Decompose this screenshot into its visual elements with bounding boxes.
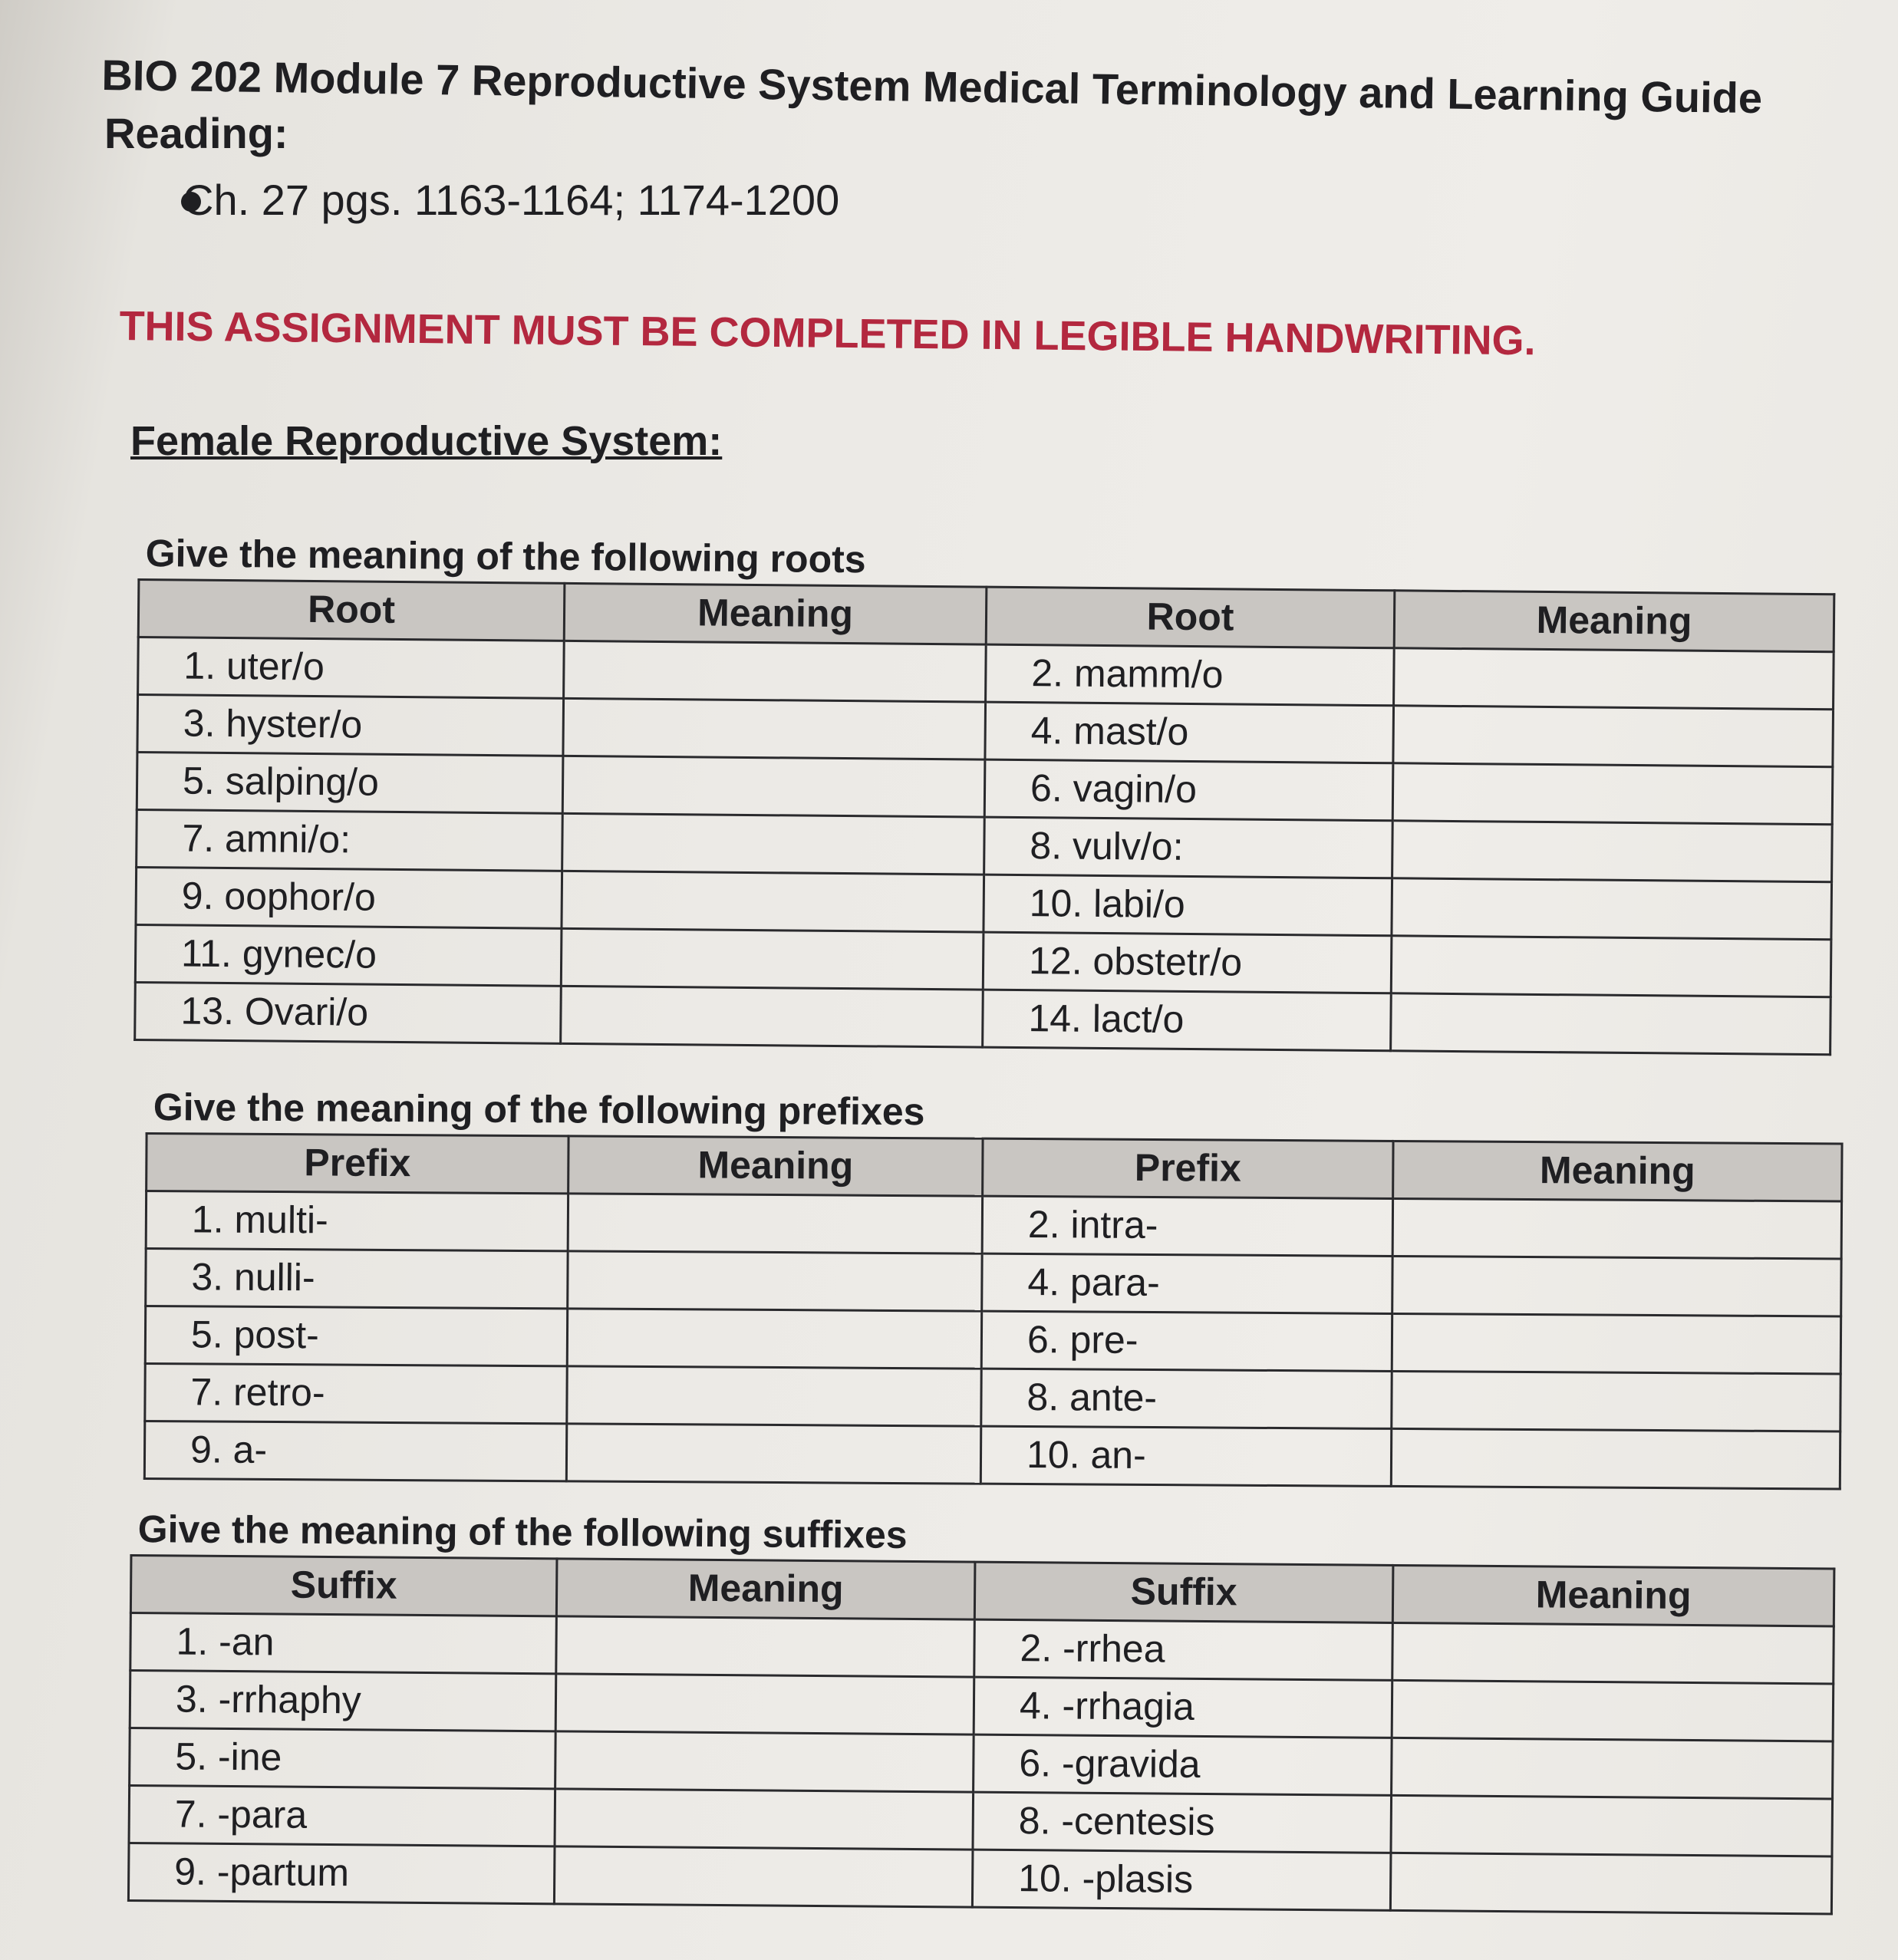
meaning-cell[interactable] bbox=[561, 986, 984, 1047]
meaning-cell[interactable] bbox=[1394, 648, 1834, 710]
prefixes-table bbox=[143, 1132, 1844, 1491]
section-heading: Female Reproductive System: bbox=[130, 418, 723, 464]
meaning-cell[interactable] bbox=[567, 1366, 981, 1426]
term-cell: 8. vulv/o: bbox=[984, 817, 1393, 878]
column-header: Meaning bbox=[1393, 1141, 1842, 1201]
term-cell: 11. gynec/o bbox=[135, 924, 562, 986]
column-header: Prefix bbox=[147, 1134, 568, 1194]
term-cell: 4. para- bbox=[982, 1253, 1392, 1313]
meaning-cell[interactable] bbox=[562, 813, 985, 875]
meaning-cell[interactable] bbox=[1392, 1371, 1840, 1431]
meaning-cell[interactable] bbox=[1393, 706, 1834, 767]
meaning-cell[interactable] bbox=[555, 1731, 974, 1792]
term-cell: 3. -rrhaphy bbox=[130, 1671, 556, 1731]
term-cell: 4. -rrhagia bbox=[974, 1677, 1392, 1738]
term-cell: 1. multi- bbox=[146, 1191, 568, 1251]
term-cell: 5. post- bbox=[145, 1306, 567, 1366]
term-cell: 6. vagin/o bbox=[984, 759, 1393, 821]
column-header: Meaning bbox=[568, 1136, 983, 1196]
table-row bbox=[145, 1306, 1840, 1374]
column-header: Prefix bbox=[983, 1138, 1393, 1198]
reading-item: Ch. 27 pgs. 1163-1164; 1174-1200 bbox=[183, 176, 840, 224]
meaning-cell[interactable] bbox=[1392, 1680, 1834, 1741]
meaning-cell[interactable] bbox=[1392, 1738, 1834, 1799]
meaning-cell[interactable] bbox=[562, 756, 985, 817]
term-cell: 8. ante- bbox=[981, 1369, 1392, 1428]
term-cell: 2. mamm/o bbox=[986, 644, 1395, 706]
meaning-cell[interactable] bbox=[1392, 878, 1832, 940]
suffixes-table bbox=[127, 1554, 1835, 1915]
term-cell: 4. mast/o bbox=[985, 702, 1394, 763]
roots-section bbox=[133, 528, 1834, 1056]
meaning-cell[interactable] bbox=[1392, 1256, 1841, 1316]
roots-title: Give the meaning of the following roots bbox=[145, 532, 866, 581]
term-cell: 10. an- bbox=[980, 1426, 1391, 1486]
suffixes-title: Give the meaning of the following suffixes bbox=[137, 1507, 908, 1556]
term-cell: 7. -para bbox=[129, 1786, 555, 1846]
meaning-cell[interactable] bbox=[568, 1251, 982, 1311]
meaning-cell[interactable] bbox=[1390, 1853, 1832, 1914]
meaning-cell[interactable] bbox=[1391, 1428, 1840, 1489]
handwriting-warning: THIS ASSIGNMENT MUST BE COMPLETED IN LEGIBLE HANDWRITING. bbox=[119, 302, 1536, 364]
meaning-cell[interactable] bbox=[1392, 763, 1833, 825]
table-row bbox=[146, 1191, 1841, 1259]
meaning-cell[interactable] bbox=[555, 1674, 974, 1734]
document-title: BIO 202 Module 7 Reproductive System Medical Terminology and Learning Guide bbox=[101, 50, 1763, 123]
term-cell: 6. -gravida bbox=[974, 1734, 1392, 1795]
meaning-cell[interactable] bbox=[563, 698, 986, 759]
meaning-cell[interactable] bbox=[1392, 1313, 1840, 1374]
meaning-cell[interactable] bbox=[1392, 1198, 1841, 1259]
term-cell: 3. hyster/o bbox=[137, 695, 564, 756]
term-cell: 9. oophor/o bbox=[136, 867, 562, 928]
suffixes-section bbox=[127, 1504, 1834, 1915]
column-header: Meaning bbox=[1392, 1565, 1834, 1626]
meaning-cell[interactable] bbox=[555, 1789, 974, 1850]
meaning-cell[interactable] bbox=[562, 871, 984, 932]
reading-label: Reading: bbox=[104, 109, 288, 157]
column-header: Root bbox=[986, 587, 1395, 648]
roots-table bbox=[133, 578, 1835, 1056]
term-cell: 5. -ine bbox=[130, 1728, 556, 1789]
table-row bbox=[146, 1249, 1841, 1316]
meaning-cell[interactable] bbox=[568, 1194, 982, 1253]
term-cell: 12. obstetr/o bbox=[983, 932, 1392, 993]
term-cell: 7. retro- bbox=[145, 1364, 567, 1424]
term-cell: 3. nulli- bbox=[146, 1249, 568, 1309]
meaning-cell[interactable] bbox=[1392, 821, 1833, 882]
term-cell: 9. a- bbox=[144, 1421, 566, 1481]
term-cell: 9. -partum bbox=[128, 1843, 555, 1903]
meaning-cell[interactable] bbox=[1392, 1622, 1834, 1684]
meaning-cell[interactable] bbox=[1391, 993, 1831, 1055]
table-row bbox=[145, 1364, 1840, 1431]
header-row bbox=[147, 1134, 1842, 1201]
table-row bbox=[144, 1421, 1840, 1489]
column-header: Suffix bbox=[974, 1562, 1393, 1622]
term-cell: 10. labi/o bbox=[984, 875, 1392, 936]
meaning-cell[interactable] bbox=[561, 928, 984, 990]
term-cell: 2. intra- bbox=[982, 1196, 1392, 1256]
column-header: Meaning bbox=[1394, 591, 1834, 652]
term-cell: 10. -plasis bbox=[972, 1850, 1391, 1910]
prefixes-section bbox=[143, 1082, 1841, 1490]
table-row bbox=[128, 1843, 1832, 1913]
meaning-cell[interactable] bbox=[564, 641, 987, 702]
term-cell: 5. salping/o bbox=[137, 753, 563, 814]
meaning-cell[interactable] bbox=[554, 1846, 973, 1907]
column-header: Meaning bbox=[556, 1559, 975, 1619]
term-cell: 1. uter/o bbox=[138, 637, 565, 699]
term-cell: 2. -rrhea bbox=[974, 1619, 1393, 1680]
term-cell: 6. pre- bbox=[981, 1311, 1392, 1371]
meaning-cell[interactable] bbox=[556, 1616, 975, 1677]
prefixes-title: Give the meaning of the following prefixes bbox=[153, 1085, 925, 1134]
meaning-cell[interactable] bbox=[566, 1424, 980, 1484]
column-header: Root bbox=[138, 580, 565, 641]
meaning-cell[interactable] bbox=[1391, 1795, 1833, 1856]
column-header: Suffix bbox=[130, 1556, 557, 1616]
meaning-cell[interactable] bbox=[1391, 936, 1831, 997]
term-cell: 13. Ovari/o bbox=[135, 982, 562, 1043]
term-cell: 14. lact/o bbox=[983, 990, 1392, 1051]
meaning-cell[interactable] bbox=[567, 1309, 981, 1369]
column-header: Meaning bbox=[564, 583, 987, 644]
term-cell: 8. -centesis bbox=[973, 1792, 1392, 1853]
term-cell: 7. amni/o: bbox=[137, 809, 563, 871]
term-cell: 1. -an bbox=[130, 1613, 557, 1674]
